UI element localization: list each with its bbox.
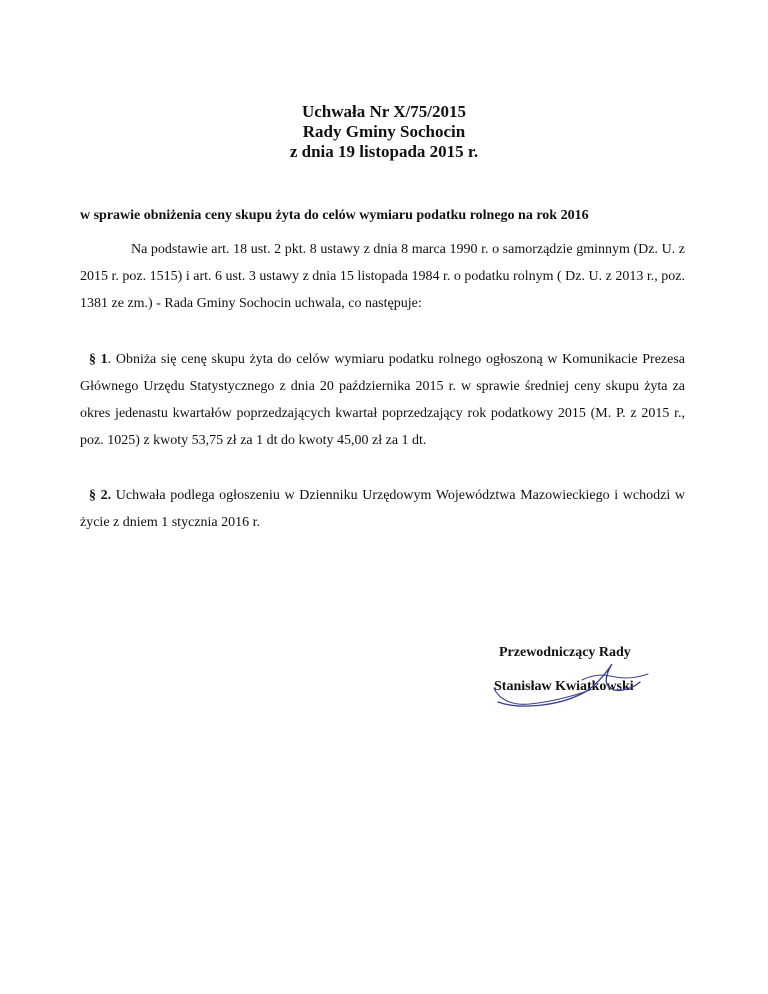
handwritten-signature <box>490 640 690 720</box>
signatory-name: Stanisław Kwiatkowski <box>494 679 634 694</box>
resolution-subject: w sprawie obniżenia ceny skupu żyta do celów wymiaru podatku rolnego na rok 2016 <box>80 208 589 223</box>
section-2-label: § 2. <box>89 488 112 503</box>
signature-block <box>490 640 690 720</box>
council-name: Rady Gminy Sochocin <box>302 122 466 141</box>
legal-basis-paragraph: Na podstawie art. 18 ust. 2 pkt. 8 ustawy z dnia 8 marca 1990 r. o samorządzie gminnym (Dz. U. z 2015 r. poz. 1515) i art. 6 ust. 3 ustawy z dnia 15 listopada 1984 r. o podatku rolnym ( Dz. U. z 2013 r., poz. 1381 ze zm.) - Rada Gminy Sochocin uchwala, co następuje: <box>80 242 685 311</box>
section-2-paragraph <box>80 482 685 536</box>
section-2-text: Uchwała podlega ogłoszeniu w Dzienniku Urzędowym Województwa Mazowieckiego i wchodzi w życie z dniem 1 stycznia 2016 r. <box>80 488 686 530</box>
resolution-date: z dnia 19 listopada 2015 r. <box>289 142 479 161</box>
section-1-text: . Obniża się cenę skupu żyta do celów wymiaru podatku rolnego ogłoszoną w Komunikacie Prezesa Głównego Urzędu Statystycznego z dnia 20 października 2015 r. w sprawie średniej ceny skupu żyta za okres jedenastu kwartałów poprzedzających kwartał poprzedzający rok podatkowy 2015 (M. P. z 2015 r., poz. 1025) z kwoty 53,75 zł za 1 dt do kwoty 45,00 zł za 1 dt. <box>80 352 686 448</box>
resolution-number: Uchwała Nr X/75/2015 <box>301 102 466 121</box>
signatory-title: Przewodniczący Rady <box>499 645 631 660</box>
resolution-header <box>0 102 768 162</box>
section-1-paragraph <box>80 346 685 454</box>
section-1-label: § 1 <box>89 352 108 367</box>
